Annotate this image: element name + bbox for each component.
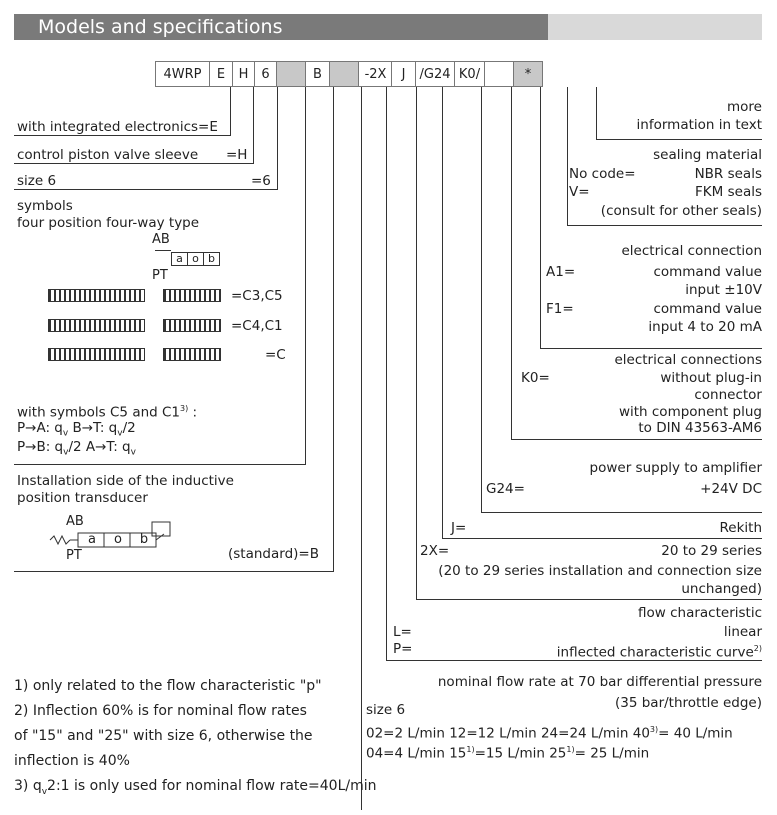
label-k0: K0= — [521, 370, 550, 386]
label-power: power supply to amplifier — [589, 460, 762, 476]
label-c4c1: =C4,C1 — [231, 318, 283, 334]
label-l: L= — [393, 624, 412, 640]
symbol-stub — [155, 250, 171, 251]
line-sym-v — [305, 87, 306, 464]
label-a1: A1= — [546, 264, 576, 280]
line-j-v — [442, 87, 443, 538]
line-2x-v — [416, 87, 417, 599]
code-cell-b: B — [305, 61, 330, 87]
label-sealing: sealing material — [653, 147, 762, 163]
model-code-row — [156, 61, 543, 87]
label-transducer-pt: PT — [66, 548, 82, 563]
line-6-v — [277, 87, 278, 189]
label-series3: unchanged) — [681, 581, 762, 597]
label-linear: linear — [723, 624, 762, 640]
page-title: Models and specifications — [38, 16, 283, 38]
label-install1: Installation side of the inductive — [17, 473, 234, 489]
code-cell-e: E — [209, 61, 233, 87]
symbol-c-left — [48, 348, 145, 361]
line-more-v — [596, 87, 597, 139]
code-cell-blank3 — [484, 61, 514, 87]
code-cell-star: * — [513, 61, 543, 87]
label-transducer-ab: AB — [66, 514, 84, 529]
label-nbr: NBR seals — [694, 166, 762, 182]
line-flow-v — [361, 87, 362, 810]
line-b-v — [333, 87, 334, 571]
label-k0-t3: with component plug — [618, 404, 762, 420]
line-more-h — [596, 139, 762, 140]
symbol-aob-box — [171, 252, 220, 266]
label-a1-t2: input ±10V — [685, 282, 762, 298]
label-sleeve: control piston valve sleeve — [17, 147, 199, 163]
label-fkm: FKM seals — [695, 184, 762, 200]
label-more2: information in text — [636, 117, 762, 133]
transducer-aob — [79, 534, 157, 548]
label-c3c5: =C3,C5 — [231, 288, 283, 304]
label-f1-t2: input 4 to 20 mA — [648, 319, 762, 335]
symbol-c-right — [163, 348, 221, 361]
label-with-symbols: with symbols C5 and C1$^{3)}$ : — [17, 404, 198, 421]
code-cell-k0: K0/ — [454, 61, 485, 87]
label-electronics: with integrated electronics=E — [17, 119, 218, 135]
label-a1-t1: command value — [653, 264, 762, 280]
line-sym-h — [14, 464, 306, 465]
label-pb-at: P→B: $q_v/2$ A→T: $q_v$ — [17, 439, 136, 458]
code-cell-4wrp: 4WRP — [155, 61, 210, 87]
label-four-position: four position four-way type — [17, 215, 200, 231]
footnote-1: 1) only related to the flow characteristic "p" — [14, 678, 322, 694]
label-rekith: Rekith — [719, 520, 762, 536]
label-size-code: =6 — [251, 173, 271, 189]
label-size: size 6 — [17, 173, 57, 189]
line-g24-v — [481, 87, 482, 512]
label-inflected: inflected characteristic curve$^{2)}$ — [556, 644, 762, 661]
line-h-v — [253, 87, 254, 163]
code-cell-j: J — [391, 61, 416, 87]
label-consult: (consult for other seals) — [600, 203, 762, 219]
header-bar-right — [548, 14, 762, 40]
label-size6: size 6 — [366, 702, 406, 718]
symbol-c3c5-left — [48, 289, 145, 302]
label-series2: (20 to 29 series installation and connection size — [438, 563, 762, 579]
line-h-h — [14, 163, 254, 164]
line-6-h — [14, 189, 278, 190]
code-cell-blank1 — [276, 61, 306, 87]
transducer-b: b — [139, 532, 149, 547]
box-b: b — [208, 252, 215, 265]
label-2x: 2X= — [420, 543, 450, 559]
label-pa-bt: P→A: $q_v$ B→T: $q_v/2$ — [17, 420, 136, 439]
label-nocode: No code= — [569, 166, 636, 182]
label-standard: (standard)=B — [228, 546, 319, 562]
line-2x-h — [416, 599, 762, 600]
code-cell-blank2 — [329, 61, 359, 87]
label-elec-conn: electrical connection — [621, 243, 762, 259]
label-rates1: 02=2 L/min 12=12 L/min 24=24 L/min $40^{3)}= 40$ L/min — [366, 725, 733, 742]
label-more1: more — [727, 99, 762, 115]
line-seal-v — [567, 87, 568, 225]
label-g24-value: +24V DC — [700, 481, 762, 497]
label-flowchar: flow characteristic — [638, 605, 762, 621]
line-k0-h — [511, 439, 762, 440]
symbol-c4c1-right — [163, 319, 221, 332]
label-k0-t2: connector — [694, 387, 762, 403]
code-cell-g24: /G24 — [415, 61, 455, 87]
line-char-v — [386, 87, 387, 660]
line-e-v — [230, 87, 231, 135]
label-series: 20 to 29 series — [661, 543, 762, 559]
box-a: a — [172, 253, 188, 265]
label-c: =C — [265, 347, 286, 363]
symbol-c3c5-right — [163, 289, 221, 302]
label-f1: F1= — [546, 301, 574, 317]
symbol-c4c1-left — [48, 319, 145, 332]
label-nominal2: (35 bar/throttle edge) — [615, 695, 762, 711]
code-cell-h: H — [232, 61, 255, 87]
label-g24: G24= — [486, 481, 525, 497]
label-f1-t1: command value — [653, 301, 762, 317]
line-e-h — [14, 135, 231, 136]
label-p: P= — [393, 641, 413, 657]
transducer-o: o — [114, 532, 122, 547]
label-ab: AB — [152, 232, 170, 247]
label-v: V= — [569, 184, 590, 200]
line-elec-h — [540, 348, 762, 349]
line-g24-h — [481, 512, 762, 513]
box-o: o — [188, 253, 204, 265]
footnote-2b: of "15" and "25" with size 6, otherwise the — [14, 728, 313, 744]
footnote-2a: 2) Inflection 60% is for nominal flow rates — [14, 703, 307, 719]
line-b-h — [14, 571, 334, 572]
label-install2: position transducer — [17, 490, 148, 506]
label-elec-conns: electrical connections — [614, 352, 762, 368]
label-nominal1: nominal flow rate at 70 bar differential pressure — [437, 674, 762, 690]
label-j: J= — [451, 520, 467, 536]
footnote-3: 3) $q_v2:1$ is only used for nominal flow rate=40L/min — [14, 778, 377, 797]
line-j-h — [442, 538, 762, 539]
label-pt: PT — [152, 268, 168, 283]
transducer-a: a — [88, 532, 96, 547]
line-elec-v — [540, 87, 541, 348]
footnote-2c: inflection is 40% — [14, 753, 130, 769]
label-k0-t1: without plug-in — [660, 370, 762, 386]
code-cell-2x: -2X — [358, 61, 392, 87]
label-rates2: 04=4 L/min $15^{1)}=15$ L/min $25^{1)}= 25$ L/min — [366, 745, 650, 762]
label-k0-t4: to DIN 43563-AM6 — [638, 420, 762, 436]
label-symbols: symbols — [17, 198, 73, 214]
label-sleeve-code: =H — [226, 147, 248, 163]
code-cell-6: 6 — [254, 61, 277, 87]
line-seal-h — [567, 225, 762, 226]
line-k0-v — [511, 87, 512, 439]
